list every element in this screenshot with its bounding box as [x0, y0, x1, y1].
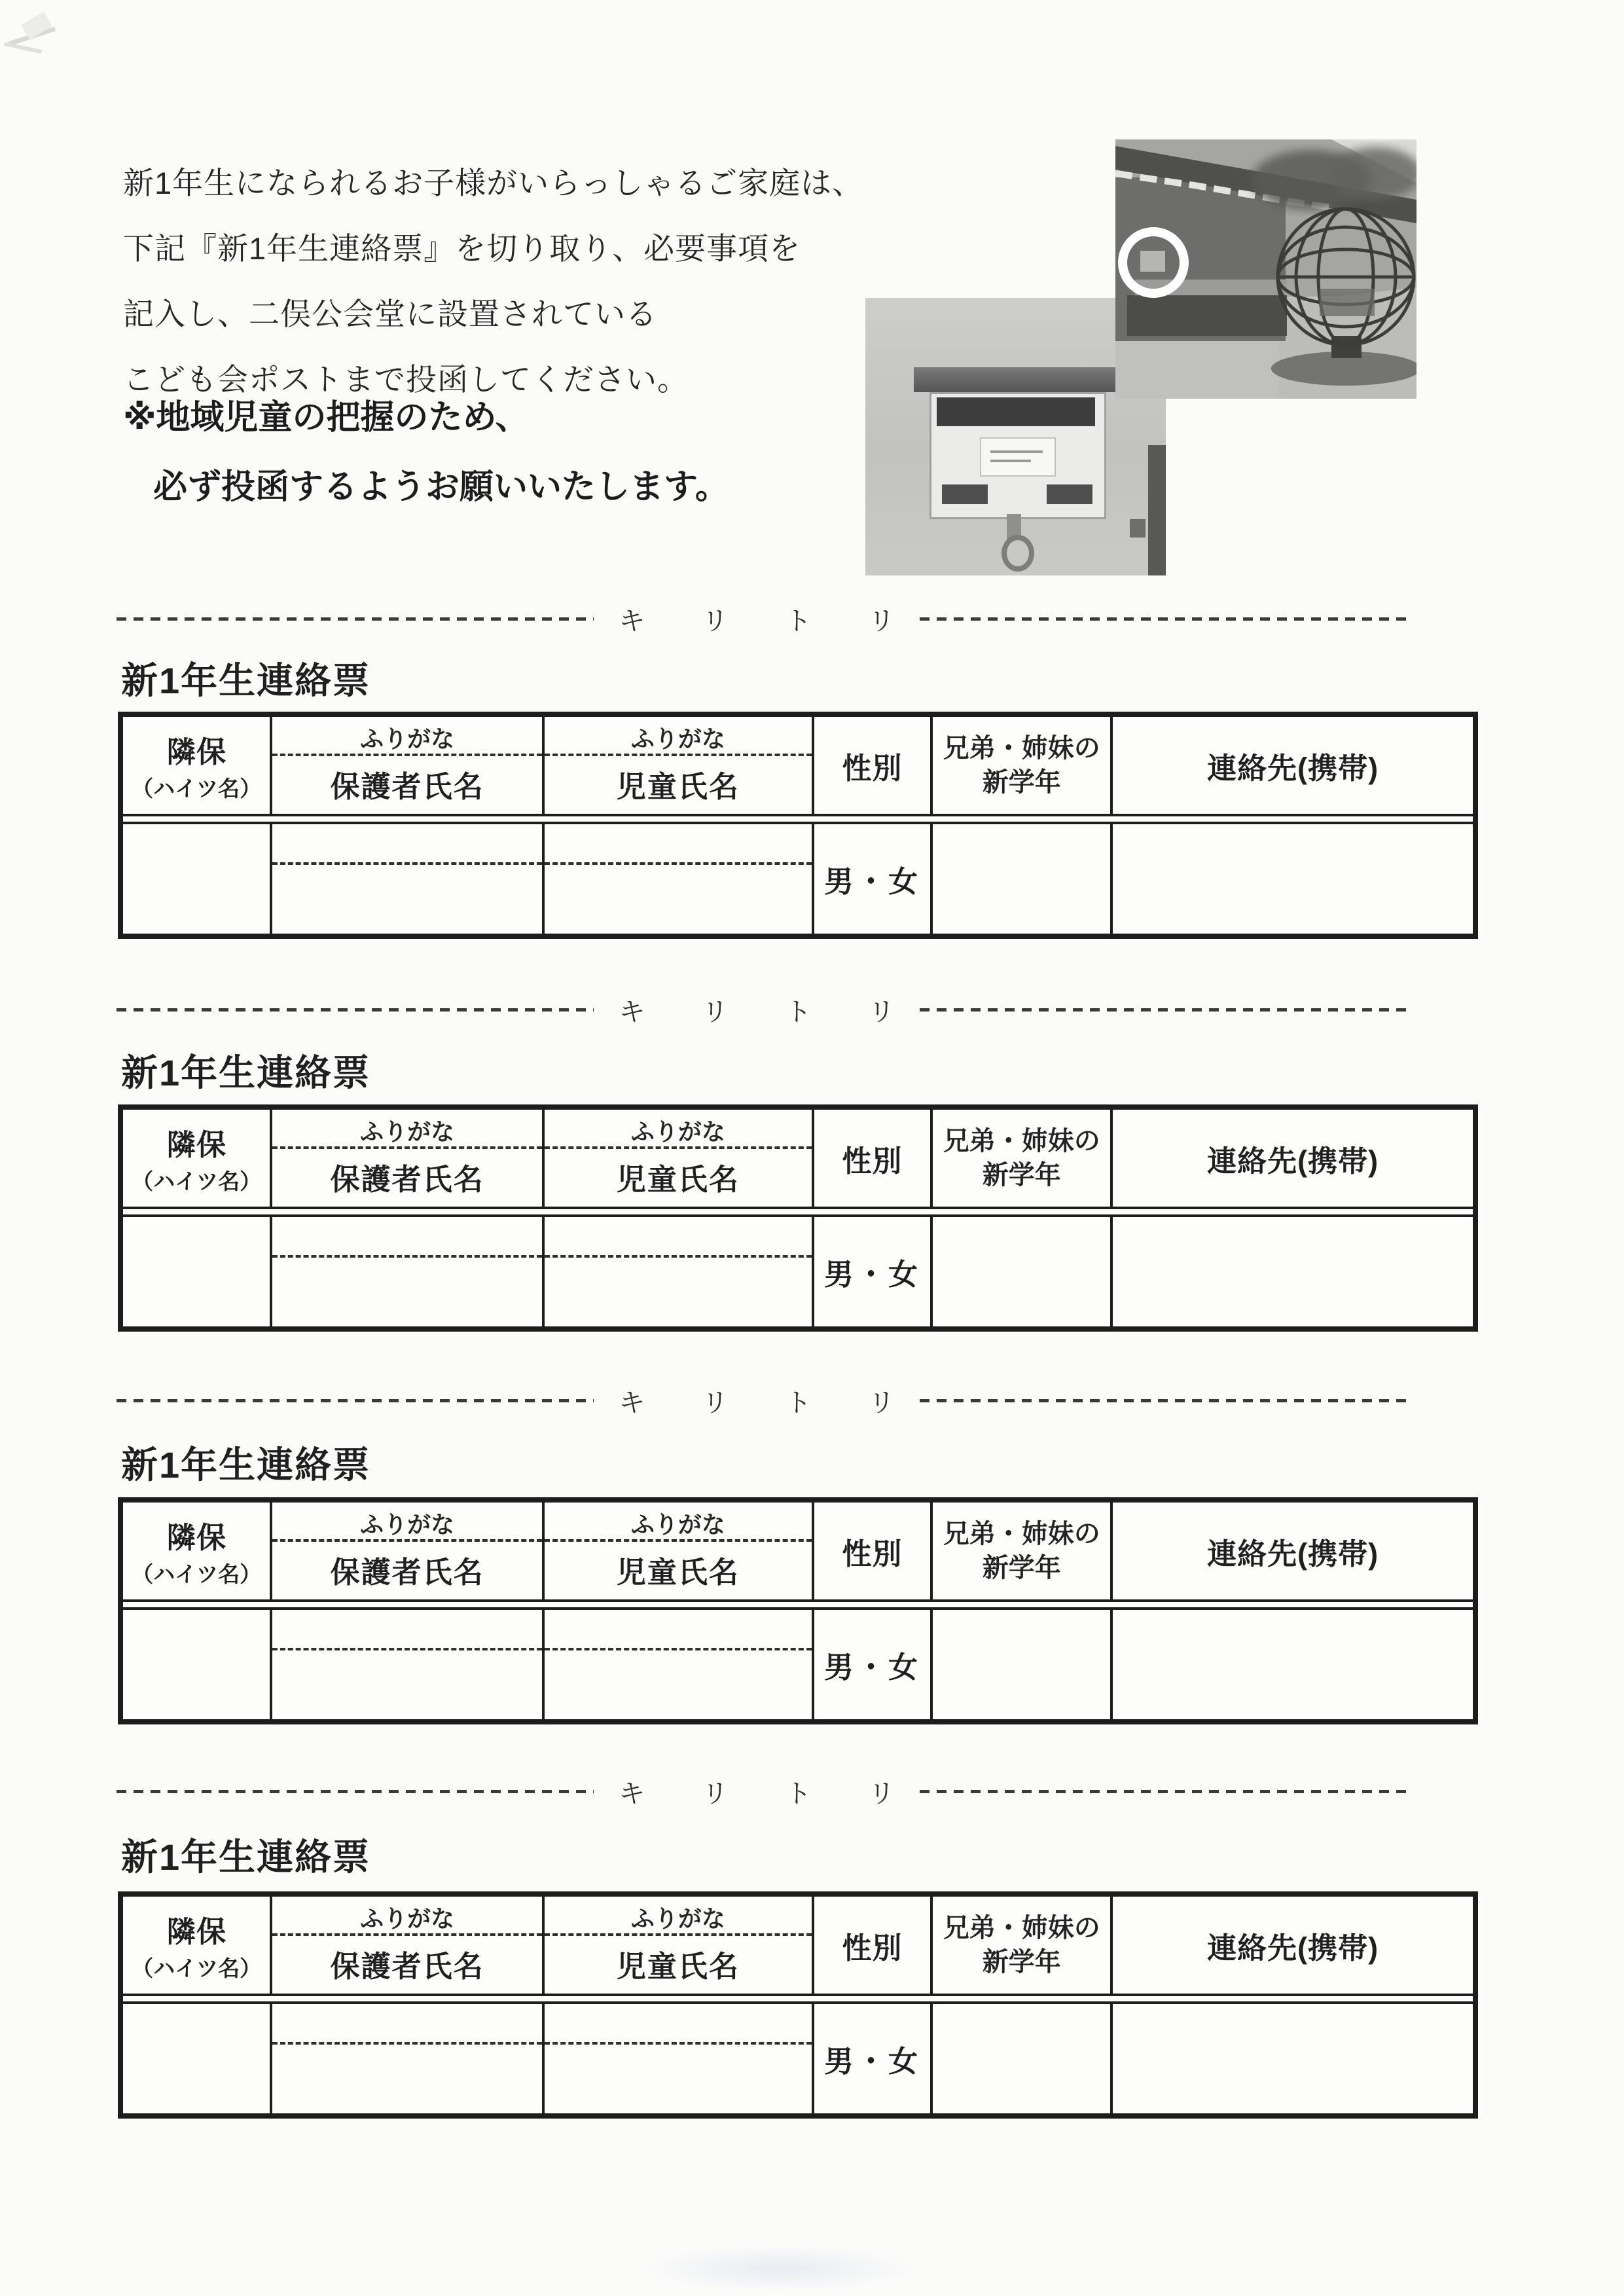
field-guardian: [272, 2004, 545, 2113]
cut-line-1: [117, 604, 1409, 636]
cut-dash-right: [920, 1399, 1409, 1402]
header-contact: 連絡先(携帯): [1207, 1931, 1379, 1965]
cut-dash-left: [117, 1790, 594, 1793]
mailbox-lock-ring: [1001, 535, 1034, 572]
cut-dash-left: [117, 1399, 594, 1402]
scan-smudge-bottom: [641, 2246, 916, 2291]
section-title-3: 新1年生連絡票: [121, 1444, 371, 1485]
header-sex: 性別: [814, 1110, 933, 1207]
section-title-4: 新1年生連絡票: [121, 1836, 371, 1878]
header-guardian: ふりがな 保護者氏名: [272, 1503, 545, 1599]
cut-label: キ リ ト リ: [619, 1388, 920, 1417]
field-child: [545, 1610, 814, 1719]
field-rinpo: [123, 1610, 272, 1719]
note-line-2: 必ず投函するようお願いいたします。: [153, 468, 729, 506]
scan-smudge-artifact: [4, 12, 76, 74]
header-data-separator: [123, 1599, 1473, 1610]
header-siblings: 兄弟・姉妹の 新学年: [933, 1897, 1113, 1994]
header-child: ふりがな 児童氏名: [545, 1110, 814, 1207]
furigana-rule: [272, 862, 542, 865]
mailbox-slot: [937, 397, 1095, 426]
furigana-rule: [272, 2042, 542, 2045]
table-data-row: [123, 824, 1473, 934]
table-data-row: [123, 1217, 1473, 1326]
note-line-1: ※地域児童の把握のため、: [123, 399, 530, 437]
field-guardian: [272, 824, 545, 934]
header-sex: 性別: [814, 717, 933, 814]
mailbox-name-label: [980, 437, 1056, 477]
header-contact: 連絡先(携帯): [1207, 1144, 1379, 1178]
header-siblings: 兄弟・姉妹の 新学年: [933, 1503, 1113, 1599]
cut-line-4: [117, 1777, 1409, 1806]
cut-dash-right: [920, 1790, 1409, 1793]
field-child: [545, 1217, 814, 1326]
header-guardian: ふりがな 保護者氏名: [272, 717, 545, 814]
table-header-row: [123, 1503, 1473, 1599]
field-siblings: [933, 1217, 1113, 1326]
header-child: ふりがな 児童氏名: [545, 1897, 814, 1994]
intro-line-1: 新1年生になられるお子様がいらっしゃるご家庭は、: [123, 166, 864, 200]
header-contact: 連絡先(携帯): [1207, 751, 1379, 785]
field-guardian: [272, 1217, 545, 1326]
header-rinpo: 隣保 （ハイツ名）: [123, 1110, 272, 1207]
intro-line-4: こども会ポストまで投函してください。: [123, 362, 689, 397]
header-guardian: ふりがな 保護者氏名: [272, 1897, 545, 1994]
field-child: [545, 824, 814, 934]
cut-dash-left: [117, 617, 594, 621]
header-rinpo: 隣保 （ハイツ名）: [123, 1897, 272, 1994]
furigana-rule: [272, 1648, 542, 1650]
furigana-rule: [545, 2042, 812, 2045]
field-guardian: [272, 1610, 545, 1719]
mailbox-opening-left: [942, 484, 988, 504]
header-data-separator: [123, 814, 1473, 824]
header-rinpo: 隣保 （ハイツ名）: [123, 717, 272, 814]
door-fixture: [1130, 519, 1146, 538]
header-sex: 性別: [814, 1897, 933, 1994]
field-rinpo: [123, 824, 272, 934]
cut-line-2: [117, 995, 1409, 1027]
header-child: ふりがな 児童氏名: [545, 717, 814, 814]
cut-dash-right: [920, 1008, 1409, 1011]
header-siblings: 兄弟・姉妹の 新学年: [933, 1110, 1113, 1207]
furigana-rule: [272, 1255, 542, 1258]
header-data-separator: [123, 1207, 1473, 1217]
header-sex: 性別: [814, 1503, 933, 1599]
field-contact: [1113, 2004, 1473, 2113]
section-title-1: 新1年生連絡票: [121, 660, 371, 701]
intro-line-3: 記入し、二俣公会堂に設置されている: [123, 297, 657, 331]
field-sex: 男・女: [814, 2004, 933, 2113]
intro-paragraph: [123, 151, 882, 412]
important-note: [123, 383, 909, 522]
furigana-rule: [545, 862, 812, 865]
field-sex: 男・女: [814, 1217, 933, 1326]
table-data-row: [123, 1610, 1473, 1719]
field-contact: [1113, 824, 1473, 934]
cut-label: キ リ ト リ: [619, 1779, 920, 1808]
contact-slip-table-2: [118, 1104, 1478, 1332]
furigana-rule: [545, 1648, 812, 1650]
contact-slip-table-1: [118, 712, 1478, 939]
field-contact: [1113, 1610, 1473, 1719]
field-sex: 男・女: [814, 824, 933, 934]
table-data-row: [123, 2004, 1473, 2113]
field-siblings: [933, 824, 1113, 934]
cut-dash-right: [920, 617, 1409, 621]
table-header-row: [123, 1897, 1473, 1994]
header-contact: 連絡先(携帯): [1207, 1537, 1379, 1571]
mailbox-opening-right: [1047, 484, 1092, 504]
field-rinpo: [123, 1217, 272, 1326]
field-siblings: [933, 1610, 1113, 1719]
table-header-row: [123, 717, 1473, 814]
header-child: ふりがな 児童氏名: [545, 1503, 814, 1599]
header-data-separator: [123, 1994, 1473, 2004]
field-sex: 男・女: [814, 1610, 933, 1719]
community-hall-scene: [1115, 139, 1416, 399]
furigana-rule: [545, 1255, 812, 1258]
mailbox-roof: [914, 367, 1118, 392]
field-contact: [1113, 1217, 1473, 1326]
contact-slip-table-4: [118, 1891, 1478, 2119]
field-child: [545, 2004, 814, 2113]
header-guardian: ふりがな 保護者氏名: [272, 1110, 545, 1207]
mailbox-body: [929, 392, 1106, 519]
cut-line-3: [117, 1386, 1409, 1415]
table-header-row: [123, 1110, 1473, 1207]
header-rinpo: 隣保 （ハイツ名）: [123, 1503, 272, 1599]
section-title-2: 新1年生連絡票: [121, 1052, 371, 1093]
cut-label: キ リ ト リ: [619, 606, 920, 636]
intro-line-2: 下記『新1年生連絡票』を切り取り、必要事項を: [123, 231, 801, 266]
community-hall-photo: [1115, 139, 1416, 399]
header-siblings: 兄弟・姉妹の 新学年: [933, 717, 1113, 814]
field-rinpo: [123, 2004, 272, 2113]
doorway-edge: [1148, 445, 1166, 575]
cut-label: キ リ ト リ: [619, 997, 920, 1027]
cut-dash-left: [117, 1008, 594, 1011]
field-siblings: [933, 2004, 1113, 2113]
contact-slip-table-3: [118, 1497, 1478, 1724]
